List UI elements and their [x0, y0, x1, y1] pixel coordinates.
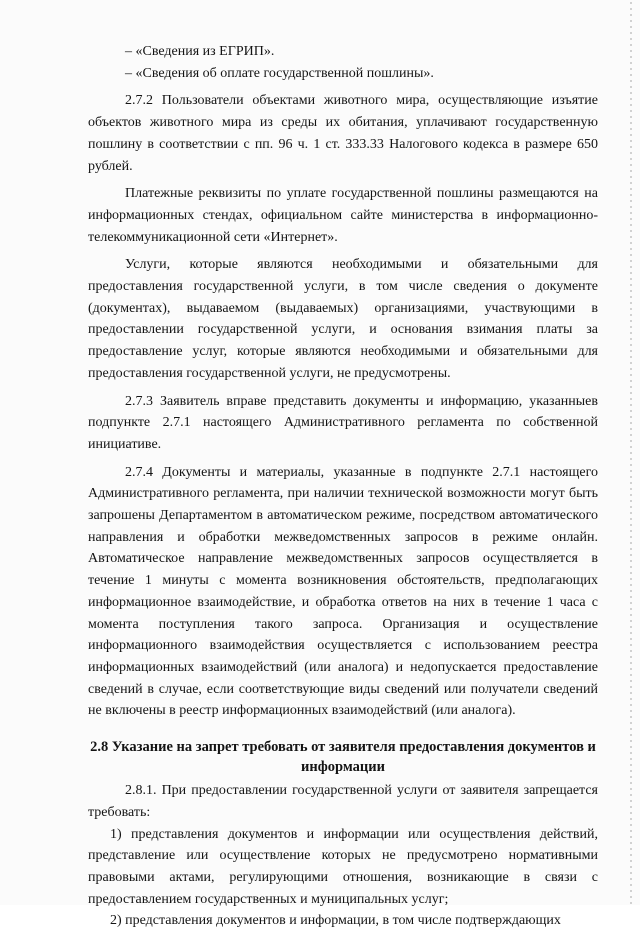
list-item-2: 2) представления документов и информации, в том числе подтверждающих: [110, 913, 561, 929]
document-body: [88, 41, 598, 932]
paragraph-payment-details: Платежные реквизиты по уплате государственной пошлины размещаются на информационных стендах, официальном сайте министерства в информационно-телекоммуникационной сети «Интернет».: [88, 186, 598, 245]
paragraph-2-8-1: 2.8.1. При предоставлении государственной услуги от заявителя запрещается требовать:: [88, 783, 598, 820]
paragraph-egrip: – «Сведения из ЕГРИП».: [125, 44, 275, 59]
paragraph-state-fee-info: – «Сведения об оплате государственной пошлины».: [125, 65, 434, 81]
list-item-1: 1) представления документов и информации или осуществления действий, представление или осуществление которых не предусмотрено нормативными правовыми актами, регулирующими отношения, возникающие в связи с предоставлением государственных и муниципальных услуг;: [88, 826, 598, 907]
paragraph-2-7-4: 2.7.4 Документы и материалы, указанные в подпункте 2.7.1 настоящего Административного регламента, при наличии технической возможности могут быть запрошены Департаментом в автоматическом режиме, посредством автоматического направления и обработки межведомственных запросов в режиме онлайн. Автоматическое направление межведомственных запросов осуществляется в течение 1 минуты с момента возникновения обстоятельств, предполагающих информационное взаимодействие, и обработка ответов на них в течение 1 часа с момента поступления такого запроса. Организация и осуществление информационного взаимодействия осуществляется с использованием реестра информационных взаимодействий (или аналога) и недопускается предоставление сведений в случае, если соответствующие виды сведений или получатели сведений не включены в реестр информационных взаимодействий (или аналога).: [88, 464, 598, 719]
scan-edge-dots: [630, 0, 632, 905]
paragraph-services: Услуги, которые являются необходимыми и обязательными для предоставления государственной услуги, в том числе сведения о документе (документах), выдаваемом (выдаваемых) организациями, участвующими в предоставлении государственной услуги, и основания взимания платы за предоставление услуг, которые являются необходимыми и обязательными для предоставления государственной услуги, не предусмотрены.: [88, 257, 598, 381]
section-heading-2-8: 2.8 Указание на запрет требовать от заявителя предоставления документов и информации: [90, 739, 596, 776]
paragraph-2-7-3: 2.7.3 Заявитель вправе представить документы и информацию, указанныев подпункте 2.7.1 настоящего Административного регламента по собственной инициативе.: [88, 393, 598, 452]
paragraph-2-7-2: 2.7.2 Пользователи объектами животного мира, осуществляющие изъятие объектов животного мира из среды их обитания, уплачивают государственную пошлину в соответствии с пп. 96 ч. 1 ст. 333.33 Налогового кодекса в размере 650 рублей.: [88, 93, 598, 174]
